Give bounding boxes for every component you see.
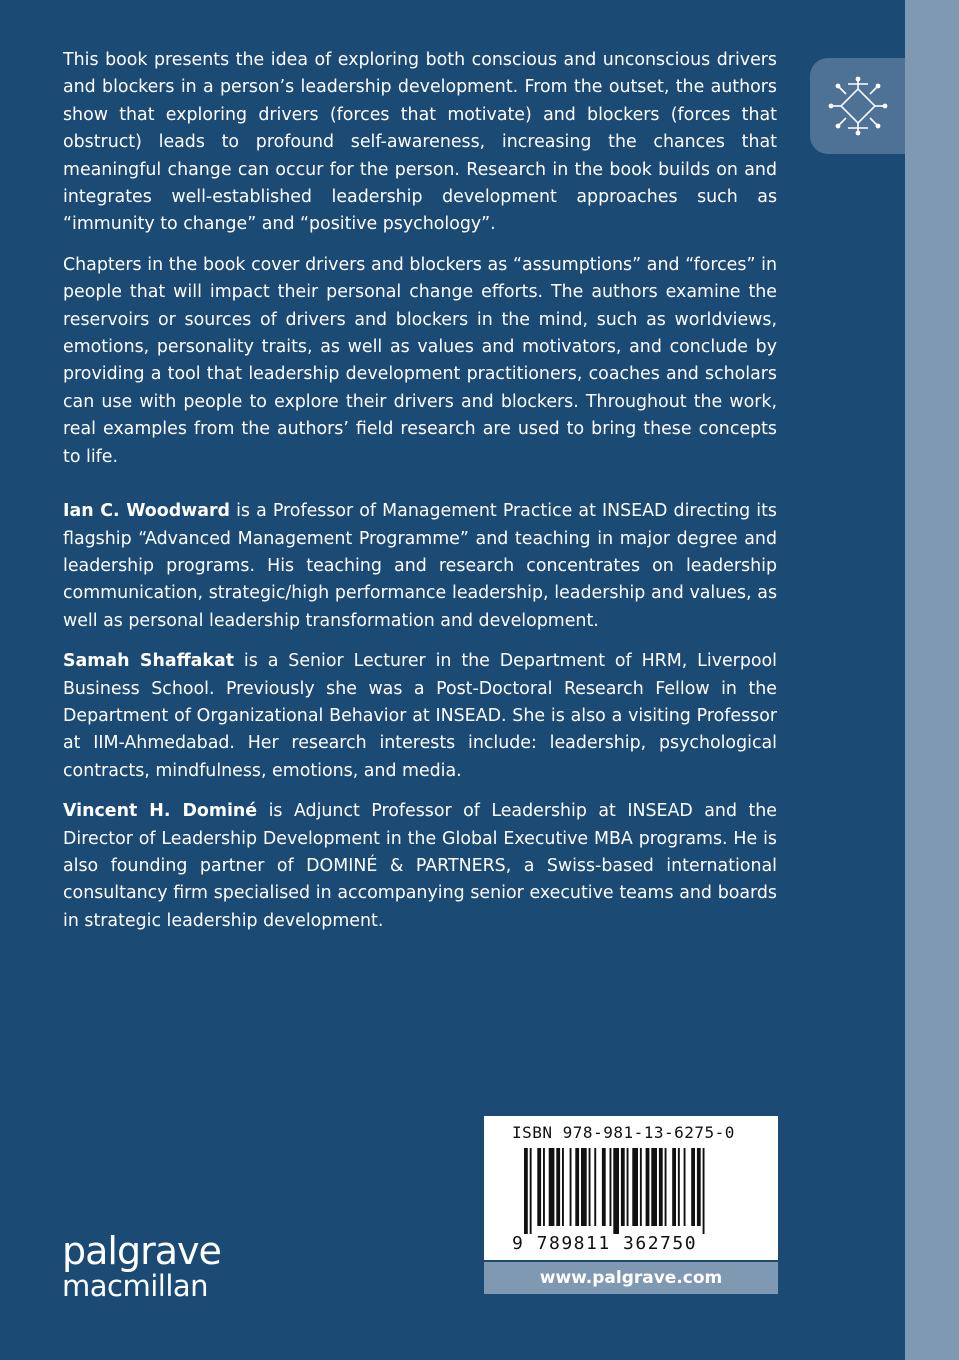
- author-bio-2: [63, 648, 777, 785]
- description-paragraph-1: This book presents the idea of exploring both conscious and unconscious drivers and blockers in a person’s leadership development. From the outset, the authors show that exploring drivers (forces that motivate) and blockers (forces that obstruct) leads to profound self-awareness, increasing the chances that meaningful change can occur for the person. Research in the book builds on and integrates well-established leadership development approaches such as “immunity to change” and “positive psychology”.: [63, 50, 777, 235]
- publisher-logo: [62, 1229, 221, 1303]
- author-name-3: Vincent H. Dominé: [63, 801, 258, 822]
- description-paragraph-2: Chapters in the book cover drivers and blockers as “assumptions” and “forces” in people that will impact their personal change efforts. The authors examine the reservoirs or sources of drivers and blockers in the mind, such as worldviews, emotions, personality traits, as well as values and motivators, and conclude by providing a tool that leadership development practitioners, coaches and scholars can use with people to explore their drivers and blockers. Throughout the work, real examples from the authors’ field research are used to bring these concepts to life.: [63, 254, 777, 467]
- author-bio-text-3: is Adjunct Professor of Leadership at INSEAD and the Director of Leadership Development in the Global Executive MBA programs. He is also founding partner of DOMINÉ & PARTNERS, a Swiss-based international consultancy firm specialised in accompanying senior executive teams and boards in strategic leadership development.: [63, 801, 778, 931]
- author-name-1: Ian C. Woodward: [63, 501, 230, 522]
- author-name-2: Samah Shaffakat: [63, 651, 235, 672]
- barcode: [484, 1116, 778, 1260]
- barcode-bars: [524, 1148, 744, 1234]
- author-bio-3: [63, 798, 777, 935]
- publisher-name-line2: macmillan: [62, 1269, 209, 1303]
- publisher-url[interactable]: www.palgrave.com: [484, 1262, 778, 1294]
- author-bio-text-1: is a Professor of Management Practice at INSEAD directing its flagship “Advanced Management Programme” and teaching in major degree and leadership programs. His teaching and research concentrates on leadership communication, strategic/high performance leadership, leadership and values, as well as personal leadership transformation and development.: [63, 501, 777, 631]
- isbn-label: ISBN 978-981-13-6275-0: [512, 1123, 735, 1142]
- spine-edge: [905, 0, 959, 1360]
- palgrave-network-icon: [826, 74, 890, 138]
- author-bio-1: [63, 498, 777, 635]
- series-logo: [810, 58, 905, 154]
- barcode-digits: 9 789811 362750: [512, 1233, 698, 1254]
- author-bio-text-2: is a Senior Lecturer in the Department of HRM, Liverpool Business School. Previously she was a Post-Doctoral Research Fellow in the Department of Organizational Behavior at INSEAD. She is also a visiting Professor at IIM-Ahmedabad. Her research interests include: leadership, psychological contracts, mindfulness, emotions, and media.: [63, 651, 777, 781]
- publisher-name-line1: palgrave: [62, 1229, 221, 1273]
- cover-text: [63, 47, 777, 935]
